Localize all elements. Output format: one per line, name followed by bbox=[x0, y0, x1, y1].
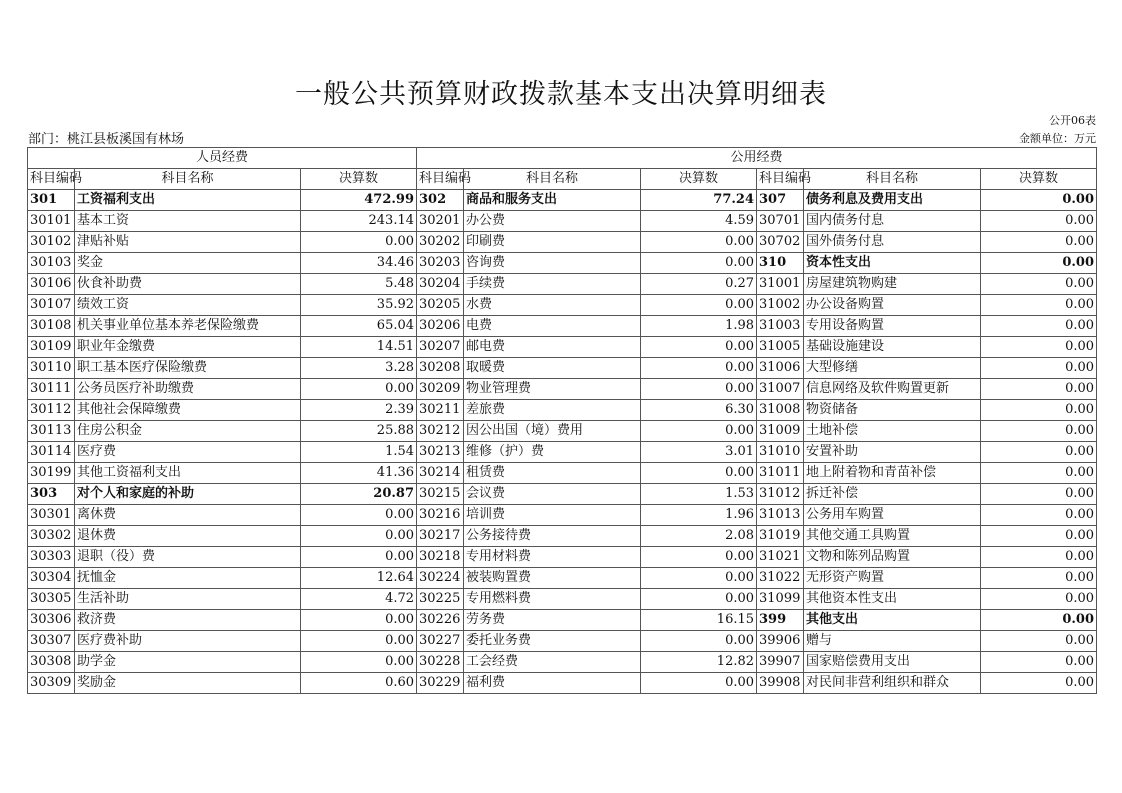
amount-cell: 12.64 bbox=[301, 568, 417, 589]
account-name-cell: 国外债务付息 bbox=[804, 232, 981, 253]
account-code-cell: 30213 bbox=[417, 442, 464, 463]
header-amount: 决算数 bbox=[301, 169, 417, 190]
amount-cell: 0.00 bbox=[981, 568, 1097, 589]
account-name-cell: 水费 bbox=[464, 295, 641, 316]
table-row bbox=[28, 400, 1097, 421]
account-code-cell: 30215 bbox=[417, 484, 464, 505]
amount-cell: 0.00 bbox=[981, 421, 1097, 442]
account-name-cell: 其他社会保障缴费 bbox=[75, 400, 301, 421]
amount-cell: 0.00 bbox=[981, 547, 1097, 568]
account-name-cell: 专用燃料费 bbox=[464, 589, 641, 610]
amount-cell: 2.08 bbox=[641, 526, 757, 547]
account-name-cell: 文物和陈列品购置 bbox=[804, 547, 981, 568]
amount-cell: 3.01 bbox=[641, 442, 757, 463]
account-code-cell: 30302 bbox=[28, 526, 75, 547]
account-name-cell: 绩效工资 bbox=[75, 295, 301, 316]
account-code-cell: 30309 bbox=[28, 673, 75, 694]
amount-cell: 0.00 bbox=[301, 652, 417, 673]
table-row bbox=[28, 190, 1097, 211]
account-name-cell: 工会经费 bbox=[464, 652, 641, 673]
table-row bbox=[28, 526, 1097, 547]
account-code-cell: 30212 bbox=[417, 421, 464, 442]
amount-cell: 0.00 bbox=[981, 400, 1097, 421]
account-name-cell: 生活补助 bbox=[75, 589, 301, 610]
amount-cell: 0.00 bbox=[981, 274, 1097, 295]
header-code: 科目编码 bbox=[28, 169, 75, 190]
account-code-cell: 30107 bbox=[28, 295, 75, 316]
account-code-cell: 31011 bbox=[757, 463, 804, 484]
header-code: 科目编码 bbox=[757, 169, 804, 190]
amount-cell: 0.00 bbox=[981, 442, 1097, 463]
account-code-cell: 30226 bbox=[417, 610, 464, 631]
account-name-cell: 国家赔偿费用支出 bbox=[804, 652, 981, 673]
account-code-cell: 30102 bbox=[28, 232, 75, 253]
account-name-cell: 大型修缮 bbox=[804, 358, 981, 379]
account-name-cell: 国内债务付息 bbox=[804, 211, 981, 232]
account-code-cell: 31007 bbox=[757, 379, 804, 400]
amount-cell: 0.00 bbox=[981, 316, 1097, 337]
amount-cell: 0.00 bbox=[301, 505, 417, 526]
account-name-cell: 印刷费 bbox=[464, 232, 641, 253]
amount-cell: 0.60 bbox=[301, 673, 417, 694]
account-code-cell: 30701 bbox=[757, 211, 804, 232]
account-name-cell: 离休费 bbox=[75, 505, 301, 526]
account-name-cell: 伙食补助费 bbox=[75, 274, 301, 295]
table-row bbox=[28, 316, 1097, 337]
amount-cell: 0.00 bbox=[981, 295, 1097, 316]
amount-cell: 0.00 bbox=[981, 526, 1097, 547]
account-code-cell: 30201 bbox=[417, 211, 464, 232]
account-name-cell: 对个人和家庭的补助 bbox=[75, 484, 301, 505]
account-name-cell: 医疗费 bbox=[75, 442, 301, 463]
amount-cell: 34.46 bbox=[301, 253, 417, 274]
amount-cell: 0.00 bbox=[641, 568, 757, 589]
amount-cell: 0.00 bbox=[981, 358, 1097, 379]
account-code-cell: 31003 bbox=[757, 316, 804, 337]
account-code-cell: 30109 bbox=[28, 337, 75, 358]
account-code-cell: 307 bbox=[757, 190, 804, 211]
amount-cell: 0.00 bbox=[641, 463, 757, 484]
account-code-cell: 30305 bbox=[28, 589, 75, 610]
account-name-cell: 资本性支出 bbox=[804, 253, 981, 274]
account-name-cell: 基本工资 bbox=[75, 211, 301, 232]
amount-cell: 35.92 bbox=[301, 295, 417, 316]
account-name-cell: 奖金 bbox=[75, 253, 301, 274]
table-row bbox=[28, 442, 1097, 463]
unit-label: 金额单位：万元 bbox=[1019, 132, 1096, 145]
amount-cell: 0.00 bbox=[641, 631, 757, 652]
account-code-cell: 30110 bbox=[28, 358, 75, 379]
account-name-cell: 安置补助 bbox=[804, 442, 981, 463]
account-code-cell: 30216 bbox=[417, 505, 464, 526]
expenditure-table bbox=[27, 147, 1097, 694]
amount-cell: 5.48 bbox=[301, 274, 417, 295]
account-code-cell: 30308 bbox=[28, 652, 75, 673]
table-row bbox=[28, 484, 1097, 505]
page-title: 一般公共预算财政拨款基本支出决算明细表 bbox=[295, 79, 827, 110]
account-name-cell: 拆迁补偿 bbox=[804, 484, 981, 505]
account-name-cell: 奖励金 bbox=[75, 673, 301, 694]
account-code-cell: 310 bbox=[757, 253, 804, 274]
account-name-cell: 职业年金缴费 bbox=[75, 337, 301, 358]
amount-cell: 0.00 bbox=[981, 505, 1097, 526]
account-code-cell: 30225 bbox=[417, 589, 464, 610]
account-code-cell: 31008 bbox=[757, 400, 804, 421]
amount-cell: 0.00 bbox=[641, 421, 757, 442]
account-code-cell: 31013 bbox=[757, 505, 804, 526]
amount-cell: 1.53 bbox=[641, 484, 757, 505]
amount-cell: 0.00 bbox=[981, 232, 1097, 253]
account-name-cell: 会议费 bbox=[464, 484, 641, 505]
account-code-cell: 30211 bbox=[417, 400, 464, 421]
account-name-cell: 因公出国（境）费用 bbox=[464, 421, 641, 442]
account-name-cell: 地上附着物和青苗补偿 bbox=[804, 463, 981, 484]
account-name-cell: 工资福利支出 bbox=[75, 190, 301, 211]
amount-cell: 41.36 bbox=[301, 463, 417, 484]
account-name-cell: 咨询费 bbox=[464, 253, 641, 274]
account-name-cell: 专用材料费 bbox=[464, 547, 641, 568]
account-code-cell: 31099 bbox=[757, 589, 804, 610]
account-name-cell: 被装购置费 bbox=[464, 568, 641, 589]
account-name-cell: 其他资本性支出 bbox=[804, 589, 981, 610]
amount-cell: 0.00 bbox=[301, 232, 417, 253]
amount-cell: 6.30 bbox=[641, 400, 757, 421]
account-code-cell: 301 bbox=[28, 190, 75, 211]
amount-cell: 0.00 bbox=[641, 253, 757, 274]
account-name-cell: 其他工资福利支出 bbox=[75, 463, 301, 484]
account-name-cell: 抚恤金 bbox=[75, 568, 301, 589]
account-name-cell: 公务用车购置 bbox=[804, 505, 981, 526]
amount-cell: 0.00 bbox=[641, 295, 757, 316]
account-name-cell: 信息网络及软件购置更新 bbox=[804, 379, 981, 400]
account-code-cell: 39907 bbox=[757, 652, 804, 673]
amount-cell: 0.00 bbox=[641, 232, 757, 253]
account-name-cell: 退休费 bbox=[75, 526, 301, 547]
amount-cell: 20.87 bbox=[301, 484, 417, 505]
account-code-cell: 30209 bbox=[417, 379, 464, 400]
amount-cell: 0.00 bbox=[981, 190, 1097, 211]
header-name: 科目名称 bbox=[75, 169, 301, 190]
account-code-cell: 399 bbox=[757, 610, 804, 631]
account-code-cell: 30228 bbox=[417, 652, 464, 673]
account-name-cell: 助学金 bbox=[75, 652, 301, 673]
amount-cell: 0.00 bbox=[641, 589, 757, 610]
account-name-cell: 福利费 bbox=[464, 673, 641, 694]
table-row bbox=[28, 379, 1097, 400]
account-name-cell: 劳务费 bbox=[464, 610, 641, 631]
account-name-cell: 津贴补贴 bbox=[75, 232, 301, 253]
account-name-cell: 委托业务费 bbox=[464, 631, 641, 652]
amount-cell: 16.15 bbox=[641, 610, 757, 631]
table-row bbox=[28, 463, 1097, 484]
account-code-cell: 30112 bbox=[28, 400, 75, 421]
account-code-cell: 30203 bbox=[417, 253, 464, 274]
account-name-cell: 退职（役）费 bbox=[75, 547, 301, 568]
account-code-cell: 30301 bbox=[28, 505, 75, 526]
account-code-cell: 31009 bbox=[757, 421, 804, 442]
amount-cell: 2.39 bbox=[301, 400, 417, 421]
table-row bbox=[28, 568, 1097, 589]
account-name-cell: 物资储备 bbox=[804, 400, 981, 421]
table-row bbox=[28, 211, 1097, 232]
section-header-row bbox=[28, 148, 1097, 169]
amount-cell: 12.82 bbox=[641, 652, 757, 673]
amount-cell: 1.54 bbox=[301, 442, 417, 463]
header-name: 科目名称 bbox=[804, 169, 981, 190]
amount-cell: 0.00 bbox=[981, 652, 1097, 673]
account-code-cell: 31002 bbox=[757, 295, 804, 316]
account-code-cell: 30214 bbox=[417, 463, 464, 484]
account-code-cell: 30306 bbox=[28, 610, 75, 631]
account-name-cell: 基础设施建设 bbox=[804, 337, 981, 358]
account-name-cell: 电费 bbox=[464, 316, 641, 337]
amount-cell: 0.00 bbox=[981, 631, 1097, 652]
table-row bbox=[28, 631, 1097, 652]
account-code-cell: 30208 bbox=[417, 358, 464, 379]
account-code-cell: 30202 bbox=[417, 232, 464, 253]
amount-cell: 243.14 bbox=[301, 211, 417, 232]
account-code-cell: 30206 bbox=[417, 316, 464, 337]
amount-cell: 4.59 bbox=[641, 211, 757, 232]
account-name-cell: 手续费 bbox=[464, 274, 641, 295]
account-code-cell: 30303 bbox=[28, 547, 75, 568]
account-code-cell: 31019 bbox=[757, 526, 804, 547]
amount-cell: 0.27 bbox=[641, 274, 757, 295]
account-name-cell: 赠与 bbox=[804, 631, 981, 652]
account-name-cell: 公务员医疗补助缴费 bbox=[75, 379, 301, 400]
account-code-cell: 30304 bbox=[28, 568, 75, 589]
account-name-cell: 取暖费 bbox=[464, 358, 641, 379]
amount-cell: 472.99 bbox=[301, 190, 417, 211]
account-name-cell: 租赁费 bbox=[464, 463, 641, 484]
amount-cell: 0.00 bbox=[641, 379, 757, 400]
amount-cell: 0.00 bbox=[981, 673, 1097, 694]
amount-cell: 0.00 bbox=[981, 337, 1097, 358]
table-row bbox=[28, 295, 1097, 316]
account-code-cell: 30114 bbox=[28, 442, 75, 463]
table-row bbox=[28, 274, 1097, 295]
amount-cell: 0.00 bbox=[981, 463, 1097, 484]
account-code-cell: 30218 bbox=[417, 547, 464, 568]
table-row bbox=[28, 337, 1097, 358]
account-name-cell: 债务利息及费用支出 bbox=[804, 190, 981, 211]
amount-cell: 3.28 bbox=[301, 358, 417, 379]
header-code: 科目编码 bbox=[417, 169, 464, 190]
amount-cell: 0.00 bbox=[301, 526, 417, 547]
header-amount: 决算数 bbox=[981, 169, 1097, 190]
account-code-cell: 31012 bbox=[757, 484, 804, 505]
account-name-cell: 维修（护）费 bbox=[464, 442, 641, 463]
account-code-cell: 30108 bbox=[28, 316, 75, 337]
table-row bbox=[28, 253, 1097, 274]
account-name-cell: 物业管理费 bbox=[464, 379, 641, 400]
account-code-cell: 31021 bbox=[757, 547, 804, 568]
account-code-cell: 30103 bbox=[28, 253, 75, 274]
account-code-cell: 31001 bbox=[757, 274, 804, 295]
amount-cell: 0.00 bbox=[641, 337, 757, 358]
account-code-cell: 302 bbox=[417, 190, 464, 211]
account-code-cell: 39908 bbox=[757, 673, 804, 694]
account-code-cell: 31005 bbox=[757, 337, 804, 358]
account-name-cell: 其他支出 bbox=[804, 610, 981, 631]
account-name-cell: 公务接待费 bbox=[464, 526, 641, 547]
account-name-cell: 土地补偿 bbox=[804, 421, 981, 442]
account-code-cell: 30101 bbox=[28, 211, 75, 232]
amount-cell: 0.00 bbox=[981, 211, 1097, 232]
account-name-cell: 房屋建筑物购建 bbox=[804, 274, 981, 295]
amount-cell: 0.00 bbox=[641, 673, 757, 694]
account-name-cell: 其他交通工具购置 bbox=[804, 526, 981, 547]
account-name-cell: 培训费 bbox=[464, 505, 641, 526]
amount-cell: 0.00 bbox=[981, 484, 1097, 505]
amount-cell: 4.72 bbox=[301, 589, 417, 610]
amount-cell: 77.24 bbox=[641, 190, 757, 211]
account-name-cell: 医疗费补助 bbox=[75, 631, 301, 652]
account-code-cell: 30207 bbox=[417, 337, 464, 358]
account-name-cell: 专用设备购置 bbox=[804, 316, 981, 337]
amount-cell: 0.00 bbox=[641, 358, 757, 379]
account-name-cell: 住房公积金 bbox=[75, 421, 301, 442]
account-code-cell: 30113 bbox=[28, 421, 75, 442]
amount-cell: 0.00 bbox=[641, 547, 757, 568]
table-row bbox=[28, 652, 1097, 673]
account-code-cell: 303 bbox=[28, 484, 75, 505]
amount-cell: 65.04 bbox=[301, 316, 417, 337]
table-row bbox=[28, 232, 1097, 253]
section-personnel: 人员经费 bbox=[28, 148, 417, 169]
account-code-cell: 31010 bbox=[757, 442, 804, 463]
account-name-cell: 救济费 bbox=[75, 610, 301, 631]
table-row bbox=[28, 589, 1097, 610]
amount-cell: 0.00 bbox=[981, 610, 1097, 631]
amount-cell: 14.51 bbox=[301, 337, 417, 358]
amount-cell: 0.00 bbox=[981, 589, 1097, 610]
account-name-cell: 办公费 bbox=[464, 211, 641, 232]
table-row bbox=[28, 610, 1097, 631]
account-code-cell: 31006 bbox=[757, 358, 804, 379]
table-row bbox=[28, 505, 1097, 526]
amount-cell: 1.96 bbox=[641, 505, 757, 526]
section-public: 公用经费 bbox=[417, 148, 1097, 169]
account-name-cell: 办公设备购置 bbox=[804, 295, 981, 316]
form-number: 公开06表 bbox=[1049, 114, 1096, 127]
account-code-cell: 30204 bbox=[417, 274, 464, 295]
table-row bbox=[28, 358, 1097, 379]
amount-cell: 1.98 bbox=[641, 316, 757, 337]
amount-cell: 25.88 bbox=[301, 421, 417, 442]
account-code-cell: 30205 bbox=[417, 295, 464, 316]
account-code-cell: 30217 bbox=[417, 526, 464, 547]
account-code-cell: 30229 bbox=[417, 673, 464, 694]
account-code-cell: 30702 bbox=[757, 232, 804, 253]
account-name-cell: 无形资产购置 bbox=[804, 568, 981, 589]
account-code-cell: 30307 bbox=[28, 631, 75, 652]
table-row bbox=[28, 421, 1097, 442]
account-name-cell: 商品和服务支出 bbox=[464, 190, 641, 211]
account-code-cell: 30111 bbox=[28, 379, 75, 400]
account-name-cell: 对民间非营利组织和群众 bbox=[804, 673, 981, 694]
department-label: 部门：桃江县板溪国有林场 bbox=[28, 132, 185, 147]
header-amount: 决算数 bbox=[641, 169, 757, 190]
amount-cell: 0.00 bbox=[981, 379, 1097, 400]
account-code-cell: 30106 bbox=[28, 274, 75, 295]
account-code-cell: 39906 bbox=[757, 631, 804, 652]
account-code-cell: 31022 bbox=[757, 568, 804, 589]
amount-cell: 0.00 bbox=[981, 253, 1097, 274]
amount-cell: 0.00 bbox=[301, 610, 417, 631]
account-name-cell: 机关事业单位基本养老保险缴费 bbox=[75, 316, 301, 337]
account-code-cell: 30227 bbox=[417, 631, 464, 652]
amount-cell: 0.00 bbox=[301, 631, 417, 652]
account-code-cell: 30224 bbox=[417, 568, 464, 589]
account-code-cell: 30199 bbox=[28, 463, 75, 484]
account-name-cell: 差旅费 bbox=[464, 400, 641, 421]
table-row bbox=[28, 673, 1097, 694]
amount-cell: 0.00 bbox=[301, 379, 417, 400]
table-row bbox=[28, 547, 1097, 568]
column-header-row bbox=[28, 169, 1097, 190]
header-name: 科目名称 bbox=[464, 169, 641, 190]
amount-cell: 0.00 bbox=[301, 547, 417, 568]
account-name-cell: 邮电费 bbox=[464, 337, 641, 358]
account-name-cell: 职工基本医疗保险缴费 bbox=[75, 358, 301, 379]
